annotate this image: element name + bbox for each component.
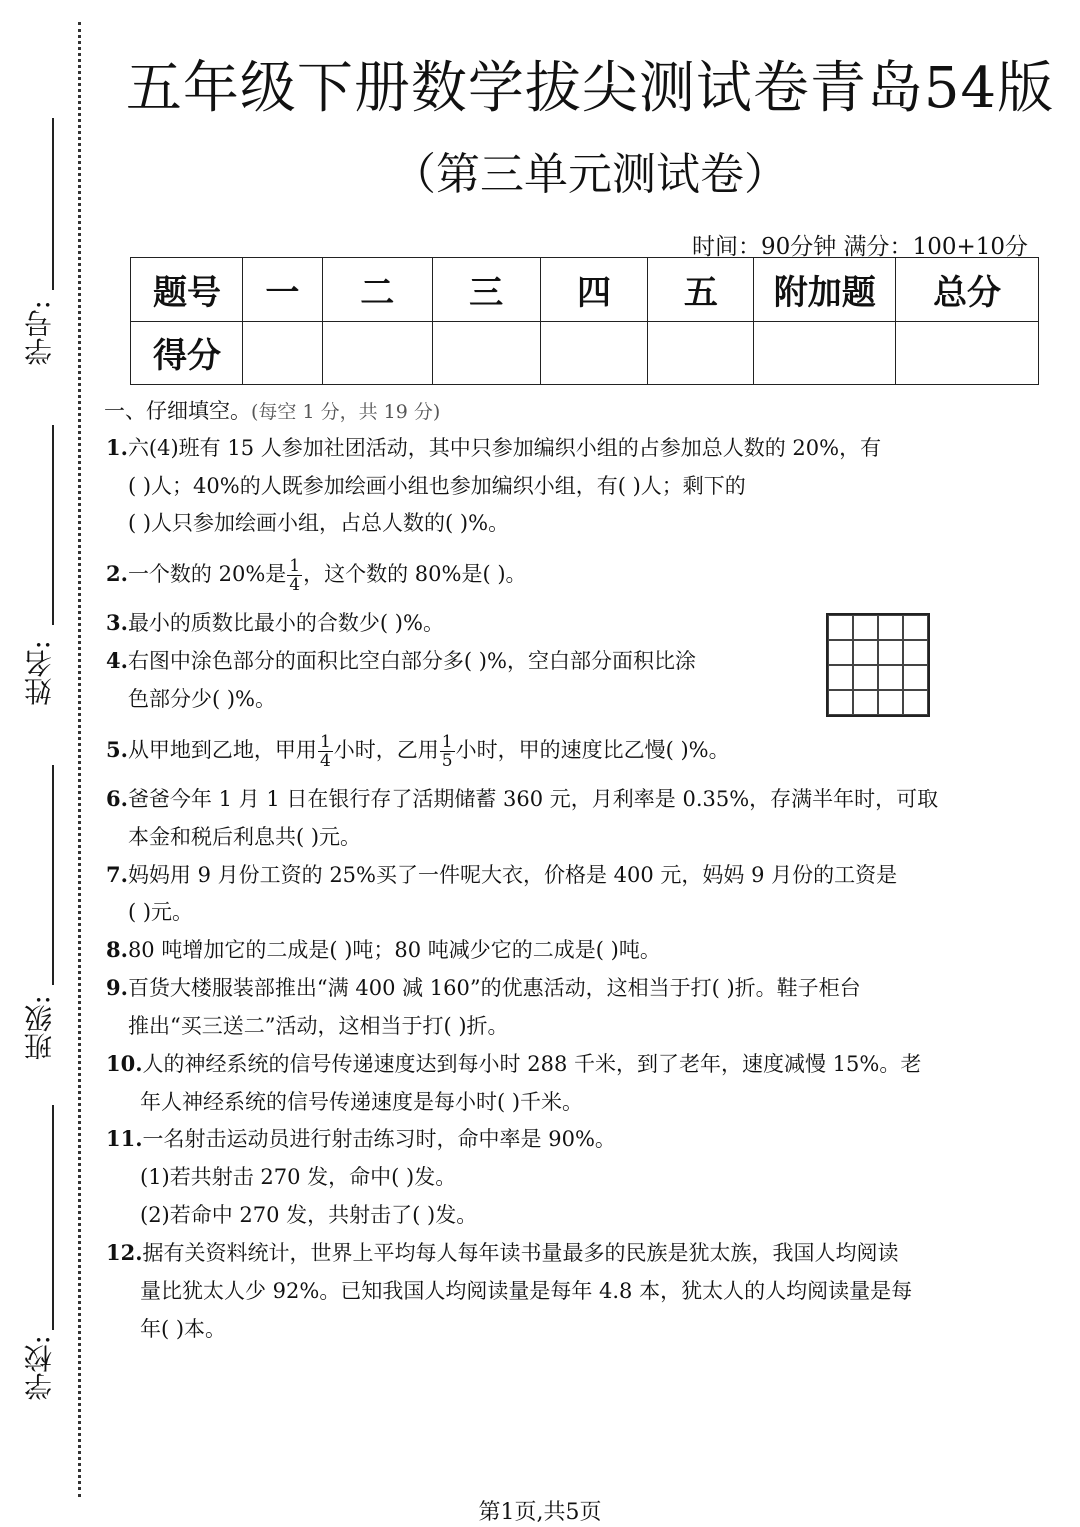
question-1-line-3: ( )人只参加绘画小组，占总人数的( )%。 bbox=[128, 511, 510, 535]
question-6 bbox=[106, 785, 938, 813]
question-9-line-2: 推出“买三送二”活动，这相当于打( )折。 bbox=[128, 1014, 509, 1038]
grid-cell bbox=[878, 665, 903, 690]
score-table-header-row bbox=[131, 258, 1039, 322]
grid-cell bbox=[878, 690, 903, 715]
section-title: 一、仔细填空。 bbox=[104, 399, 251, 423]
question-number: 9. bbox=[106, 975, 128, 1000]
question-11 bbox=[106, 1125, 616, 1153]
question-number: 7. bbox=[106, 862, 128, 887]
fraction bbox=[440, 733, 455, 770]
question-number: 8. bbox=[106, 937, 128, 962]
question-text: ，这个数的 80%是( )。 bbox=[303, 562, 527, 586]
time-info: 时间：90分钟 满分：100+10分 bbox=[691, 234, 1028, 260]
question-text: 从甲地到乙地，甲用 bbox=[127, 738, 317, 762]
grid-cell bbox=[828, 615, 853, 640]
question-number: 3. bbox=[106, 610, 128, 635]
grid-cell bbox=[903, 665, 928, 690]
question-text: 右图中涂色部分的面积比空白部分多( )%，空白部分面积比涂 bbox=[127, 649, 696, 673]
grid-cell bbox=[878, 615, 903, 640]
question-text: 六(4)班有 15 人参加社团活动，其中只参加编织小组的占参加总人数的 20%，有 bbox=[127, 436, 882, 460]
question-11-sub-1: (1)若共射击 270 发，命中( )发。 bbox=[140, 1165, 457, 1189]
class-line bbox=[52, 765, 54, 985]
grid-figure bbox=[826, 613, 930, 717]
table-header-cell: 总分 bbox=[896, 258, 1039, 322]
school-line bbox=[52, 1105, 54, 1330]
grid-cell bbox=[878, 640, 903, 665]
grid-cell bbox=[903, 615, 928, 640]
question-11-sub-2: (2)若命中 270 发，共射击了( )发。 bbox=[140, 1203, 478, 1227]
table-header-cell: 二 bbox=[322, 258, 432, 322]
grid-cell bbox=[828, 690, 853, 715]
score-row-label: 得分 bbox=[131, 321, 243, 385]
question-7 bbox=[106, 861, 897, 889]
grid-cell bbox=[828, 640, 853, 665]
grid-cell bbox=[853, 640, 878, 665]
fraction-numerator: 1 bbox=[319, 732, 331, 752]
question-number: 1. bbox=[106, 435, 128, 460]
question-7-line-2: ( )元。 bbox=[128, 900, 194, 924]
question-6-line-2: 本金和税后利息共( )元。 bbox=[128, 825, 362, 849]
question-8 bbox=[106, 936, 661, 964]
table-header-cell: 三 bbox=[432, 258, 540, 322]
question-text: 80 吨增加它的二成是( )吨；80 吨减少它的二成是( )吨。 bbox=[127, 938, 661, 962]
question-12-line-2: 量比犹太人少 92%。已知我国人均阅读量是每年 4.8 本，犹太人的人均阅读量是每 bbox=[140, 1279, 913, 1303]
fraction-denominator: 4 bbox=[289, 575, 301, 595]
question-text: 一个数的 20%是 bbox=[127, 562, 287, 586]
fraction bbox=[318, 733, 333, 770]
question-3 bbox=[106, 609, 444, 637]
page-subtitle: （第三单元测试卷） bbox=[392, 149, 788, 200]
name-line bbox=[52, 425, 54, 625]
question-number: 12. bbox=[106, 1240, 143, 1265]
cut-line bbox=[78, 22, 81, 1497]
question-10-line-2: 年人神经系统的信号传递速度是每小时( )千米。 bbox=[140, 1090, 584, 1114]
section-heading bbox=[104, 395, 440, 425]
question-text: 小时，乙用 bbox=[333, 738, 439, 762]
class-label: 班级: bbox=[23, 995, 56, 1061]
score-cell[interactable] bbox=[896, 321, 1039, 385]
question-number: 4. bbox=[106, 648, 128, 673]
page-title: 五年级下册数学拔尖测试卷青岛54版 bbox=[125, 56, 1055, 121]
table-header-cell: 四 bbox=[540, 258, 648, 322]
school-label: 学校: bbox=[23, 1335, 56, 1401]
fraction-denominator: 4 bbox=[319, 751, 331, 771]
question-2 bbox=[106, 557, 527, 594]
table-header-cell: 附加题 bbox=[754, 258, 896, 322]
question-number: 10. bbox=[106, 1051, 143, 1076]
fraction-numerator: 1 bbox=[289, 556, 301, 576]
grid-cell bbox=[828, 665, 853, 690]
grid-cell bbox=[853, 615, 878, 640]
question-1-line-2: ( )人；40%的人既参加绘画小组也参加编织小组，有( )人；剩下的 bbox=[128, 474, 746, 498]
question-text: 妈妈用 9 月份工资的 25%买了一件呢大衣，价格是 400 元，妈妈 9 月份的工资是 bbox=[127, 863, 898, 887]
table-header-cell: 五 bbox=[648, 258, 754, 322]
question-9 bbox=[106, 974, 861, 1002]
question-1 bbox=[106, 434, 881, 462]
section-note: (每空 1 分，共 19 分) bbox=[251, 401, 441, 423]
fraction bbox=[287, 557, 302, 594]
table-header-cell: 题号 bbox=[131, 258, 243, 322]
question-12-line-3: 年( )本。 bbox=[140, 1317, 227, 1341]
question-5 bbox=[106, 733, 730, 770]
student-id-label: 学号: bbox=[23, 300, 56, 366]
page-footer: 第1页,共5页 bbox=[478, 1500, 602, 1525]
student-id-line bbox=[52, 118, 54, 290]
score-cell[interactable] bbox=[242, 321, 322, 385]
question-text: 人的神经系统的信号传递速度达到每小时 288 千米，到了老年，速度减慢 15%。老 bbox=[142, 1052, 922, 1076]
fraction-numerator: 1 bbox=[441, 732, 453, 752]
question-number: 6. bbox=[106, 786, 128, 811]
score-cell[interactable] bbox=[540, 321, 648, 385]
score-cell[interactable] bbox=[648, 321, 754, 385]
question-text: 一名射击运动员进行射击练习时，命中率是 90%。 bbox=[142, 1127, 616, 1151]
score-cell[interactable] bbox=[754, 321, 896, 385]
question-4-line-2: 色部分少( )%。 bbox=[128, 687, 277, 711]
score-table-score-row bbox=[131, 321, 1039, 385]
grid-cell bbox=[853, 665, 878, 690]
question-number: 2. bbox=[106, 561, 128, 586]
score-cell[interactable] bbox=[432, 321, 540, 385]
question-number: 11. bbox=[106, 1126, 143, 1151]
question-4 bbox=[106, 647, 696, 675]
question-text: 小时，甲的速度比乙慢( )%。 bbox=[455, 738, 730, 762]
fraction-denominator: 5 bbox=[441, 751, 453, 771]
table-header-cell: 一 bbox=[242, 258, 322, 322]
score-table bbox=[130, 257, 1039, 385]
question-10 bbox=[106, 1050, 921, 1078]
grid-cell bbox=[903, 640, 928, 665]
binding-sidebar bbox=[0, 0, 95, 1527]
grid-cell bbox=[903, 690, 928, 715]
question-text: 爸爸今年 1 月 1 日在银行存了活期储蓄 360 元，月利率是 0.35%，存满半年时，可取 bbox=[127, 787, 939, 811]
name-label: 姓名: bbox=[23, 640, 56, 706]
score-cell[interactable] bbox=[322, 321, 432, 385]
question-text: 百货大楼服装部推出“满 400 减 160”的优惠活动，这相当于打( )折。鞋子柜台 bbox=[127, 976, 861, 1000]
grid-cell bbox=[853, 690, 878, 715]
question-text: 最小的质数比最小的合数少( )%。 bbox=[127, 611, 444, 635]
question-12 bbox=[106, 1239, 899, 1267]
question-text: 据有关资料统计，世界上平均每人每年读书量最多的民族是犹太族，我国人均阅读 bbox=[142, 1241, 899, 1265]
question-number: 5. bbox=[106, 737, 128, 762]
